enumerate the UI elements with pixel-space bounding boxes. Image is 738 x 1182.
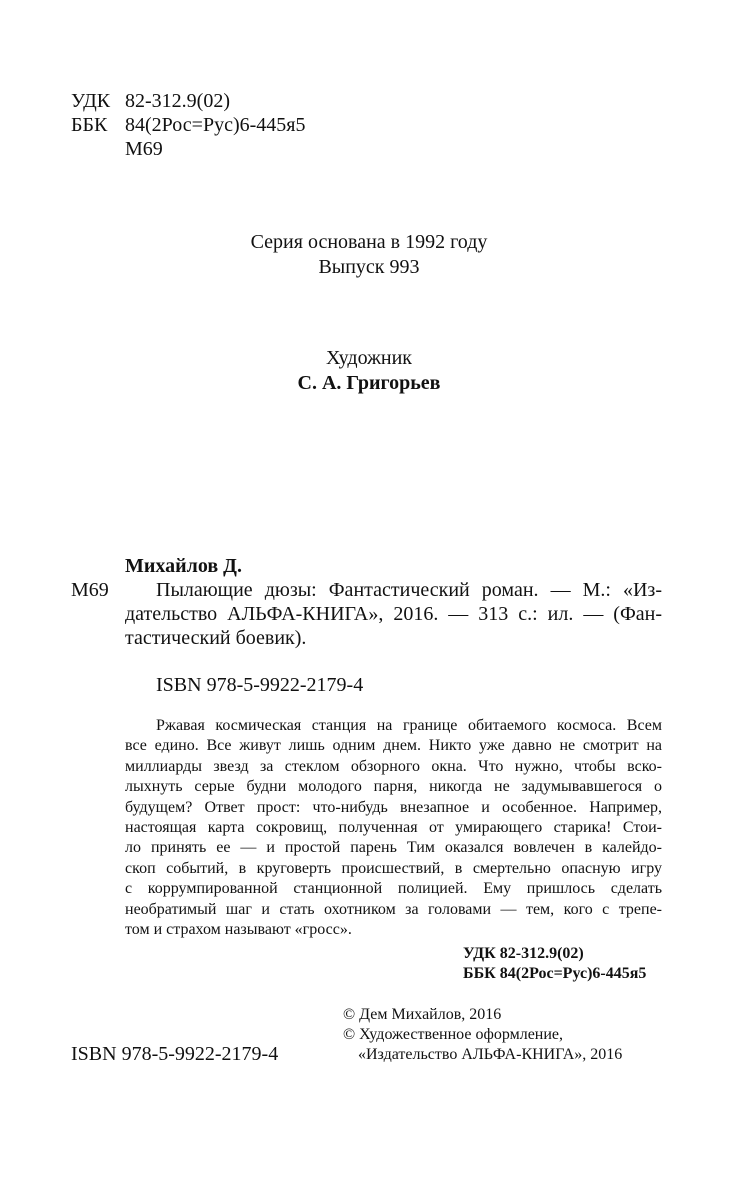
series-founded: Серия основана в 1992 году [250, 231, 488, 253]
bibliography-line: Пылающие дюзы: Фантастический роман. — М.: «Из- [156, 579, 662, 601]
annotation-line: лыхнуть серые будни молодого парня, никогда не задумывавшегося о [125, 778, 662, 796]
copyright-design: © Художественное оформление, [343, 1026, 564, 1043]
bibliography-line: тастический боевик). [125, 627, 307, 649]
author-mark-row [71, 137, 305, 161]
udk-label: УДК [71, 90, 111, 112]
bibliography-isbn: ISBN 978-5-9922-2179-4 [156, 674, 364, 696]
annotation-line: все едино. Все живут лишь одним днем. Никто уже давно не смотрит на [125, 737, 662, 755]
series-issue: Выпуск 993 [318, 256, 420, 278]
udk-value: 82-312.9(02) [125, 90, 230, 112]
annotation-line: ло принять ее — и простой парень Тим оказался вовлечен в калейдо- [125, 839, 662, 857]
bibliography-author: Михайлов Д. [125, 555, 242, 577]
classification-block [71, 89, 305, 161]
bibliography-line: дательство АЛЬФА-КНИГА», 2016. — 313 с.: ил. — (Фан- [125, 603, 662, 625]
bbk-value: 84(2Рос=Рус)6-445я5 [125, 114, 306, 136]
annotation-line: Ржавая космическая станция на границе обитаемого космоса. Всем [156, 717, 662, 734]
annotation-line: том и страхом называют «гросс». [125, 921, 352, 939]
annotation-line: необратимый шаг и стать охотником за головами — тем, кого с трепе- [125, 900, 662, 918]
annotation-line: с коррумпированной станционной полицией. Ему пришлось сделать [125, 880, 662, 898]
annotation [125, 716, 662, 940]
annotation-line: скоп событий, в круговерть происшествий, в смертельно опасную игру [125, 859, 662, 877]
annotation-line: настоящая карта сокровищ, полученная от умирающего старика! Стои- [125, 819, 662, 837]
bibliography-description [125, 578, 662, 650]
copyright-author: © Дем Михайлов, 2016 [343, 1006, 502, 1023]
bbk-row [71, 113, 305, 137]
annotation-line: будущем? Ответ прост: что-нибудь внезапное и особенное. Например, [125, 798, 662, 816]
bibliography-mark: М69 [71, 579, 109, 601]
author-mark: М69 [125, 138, 163, 160]
codes-bbk: ББК 84(2Рос=Рус)6-445я5 [463, 965, 647, 982]
artist-name: С. А. Григорьев [297, 372, 441, 394]
copyright-publisher: «Издательство АЛЬФА-КНИГА», 2016 [358, 1046, 623, 1063]
codes-udk: УДК 82-312.9(02) [463, 945, 584, 962]
annotation-line: миллиарды звезд за стеклом обзорного окна. Что нужно, чтобы вско- [125, 757, 662, 775]
artist-label: Художник [325, 347, 413, 369]
udk-row [71, 89, 305, 113]
footer-isbn: ISBN 978-5-9922-2179-4 [71, 1043, 279, 1065]
bbk-label: ББК [71, 114, 108, 136]
